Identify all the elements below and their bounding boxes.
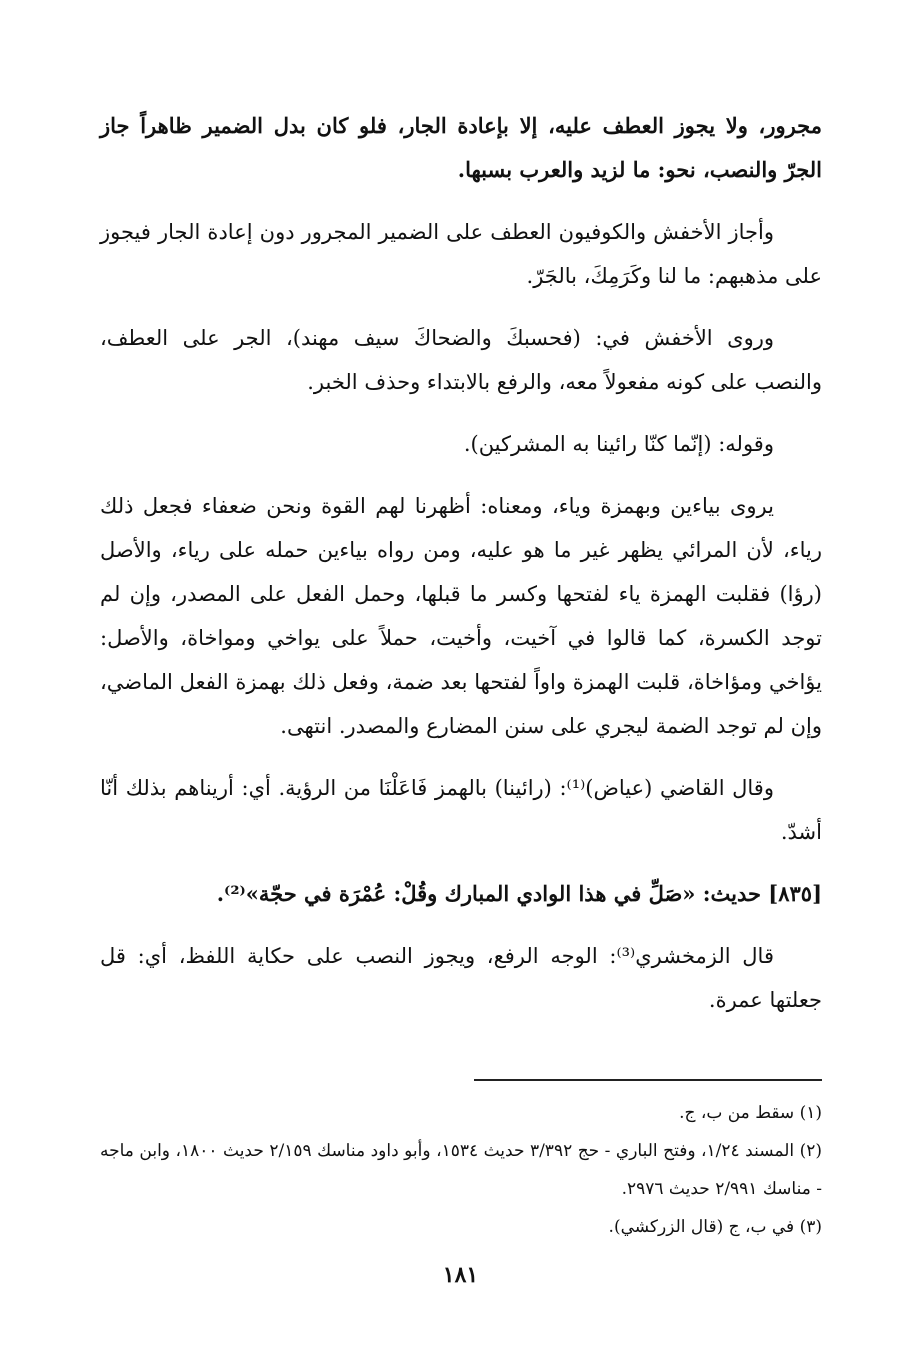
paragraph-zamakhshari: قال الزمخشري⁽³⁾: الوجه الرفع، ويجوز النصب على حكاية اللفظ، أي: قل جعلتها عمرة. [100, 944, 822, 1012]
hadith-heading: [٨٣٥] حديث: «صَلِّ في هذا الوادي المبارك وقُلْ: عُمْرَة في حجّة»⁽²⁾. [216, 881, 822, 906]
footnote-separator [474, 1079, 822, 1081]
footnote-3: (٣) في ب، ج (قال الزركشي). [608, 1217, 822, 1237]
paragraph-explanation: يروى بياءين وبهمزة وياء، ومعناه: أظهرنا لهم القوة ونحن ضعفاء فجعل ذلك رياء، لأن المرائي يظهر غير ما هو عليه، ومن رواه بياءين حمله على رياء، والأصل (رؤا) فقلبت الهمزة ياء لفتحها وكسر ما قبلها، وحمل الفعل على المصدر، وإن لم توجد الكسرة، كما قالوا في آخيت، وأخيت، حملاً على يواخي ومواخاة، والأصل: يؤاخي ومؤاخاة، قلبت الهمزة واواً لفتحها بعد ضمة، وفعل ذلك بهمزة الفعل الماضي، وإن لم توجد الضمة ليجري على سنن المضارع والمصدر. انتهى. [100, 494, 822, 738]
page-number: ١٨١ [442, 1262, 479, 1288]
footnote-1: (١) سقط من ب، ج. [679, 1103, 822, 1123]
footnote-2: (٢) المسند ١/٢٤، وفتح الباري - حج ٣/٣٩٢ حديث ١٥٣٤، وأبو داود مناسك ٢/١٥٩ حديث ١٨٠٠، وابن ماجه - مناسك ٢/٩٩١ حديث ٢٩٧٦. [100, 1141, 823, 1199]
paragraph-akhfash-kufiyun: وأجاز الأخفش والكوفيون العطف على الضمير المجرور دون إعادة الجار فيجوز على مذهبهم: ما لنا وكَرَمِكَ، بالجَرّ. [100, 220, 822, 288]
paragraph-akhfash-narration: وروى الأخفش في: (فحسبكَ والضحاكَ سيف مهند)، الجر على العطف، والنصب على كونه مفعولاً معه، والرفع بالابتداء وحذف الخبر. [100, 326, 822, 394]
footnotes [100, 1094, 822, 1246]
paragraph-qadi-iyad: وقال القاضي (عياض)⁽¹⁾: (رائينا) بالهمز فَاعَلْنَا من الرؤية. أي: أريناهم بذلك أنّا أشدّ. [100, 776, 822, 844]
paragraph-quote: وقوله: (إنّما كنّا رائينا به المشركين). [463, 432, 774, 456]
paragraph-continuation: مجرور، ولا يجوز العطف عليه، إلا بإعادة الجار، فلو كان بدل الضمير ظاهراً جاز الجرّ والنصب، نحو: ما لزيد والعرب بسبها. [100, 113, 822, 182]
main-text [100, 104, 822, 1040]
